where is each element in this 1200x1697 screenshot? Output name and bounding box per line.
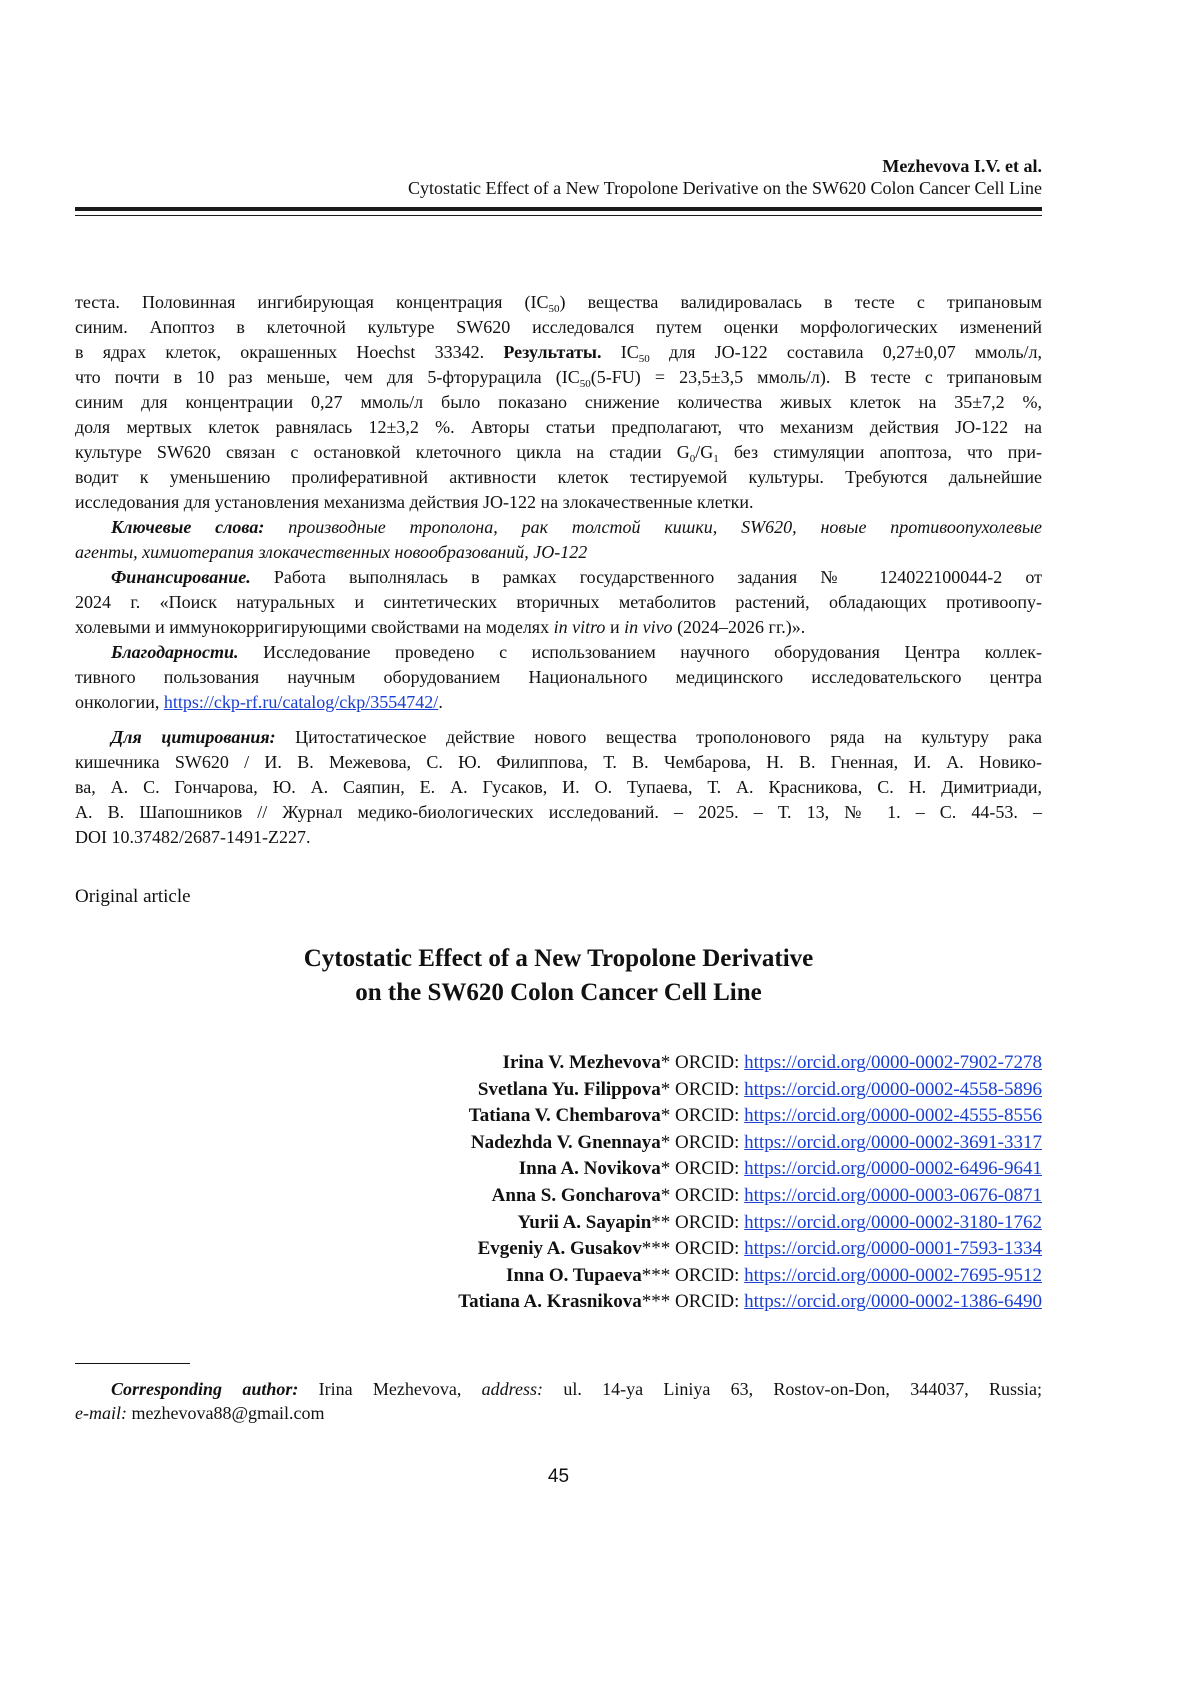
abstract-line: культуре SW620 связан с остановкой клеточного цикла на стадии $G_0/G_1$ без стимуляции апоптоза, что при- xyxy=(75,442,1042,465)
abstract-line: синим. Апоптоз в клеточной культуре SW620 исследовался путем оценки морфологических изменений xyxy=(75,317,1042,337)
orcid-link[interactable]: https://orcid.org/0000-0002-6496-9641 xyxy=(744,1158,1042,1180)
author-name: Yurii A. Sayapin xyxy=(517,1211,652,1233)
keywords: Ключевые слова: производные трополона, рак толстой кишки, SW620, новые противоопухолевые агенты, химиотерапия злокачественных новообразований, JO-122 xyxy=(75,517,1043,562)
header-rule-thin xyxy=(75,215,1042,216)
orcid-link[interactable]: https://orcid.org/0000-0001-7593-1334 xyxy=(744,1238,1042,1260)
abstract-line: водит к уменьшению пролиферативной активности клеток тестируемой культуры. Требуются дальнейшие xyxy=(75,467,1042,487)
author-name: Evgeniy A. Gusakov xyxy=(477,1238,642,1260)
ckp-link[interactable]: https://ckp-rf.ru/catalog/ckp/3554742/ xyxy=(163,692,439,712)
citation-label: Для цитирования: xyxy=(111,727,276,747)
article-type: Original article xyxy=(75,886,191,907)
acknowledgements-label: Благодарности. xyxy=(111,642,239,662)
author-row: Tatiana V. Chembarova* ORCID: https://orcid.org/0000-0002-4555-8556 xyxy=(468,1105,1042,1127)
page-number: 45 xyxy=(547,1466,570,1487)
acknowledgements: Благодарности. Исследование проведено с использованием научного оборудования Центра коллек- тивного пользования научным оборудованием Национального медицинского исследовательского центра онкологии, https://ckp-rf.ru/catalog/ckp/3554742/. xyxy=(75,642,1043,712)
results-label: Результаты. xyxy=(503,342,602,362)
author-name: Svetlana Yu. Filippova xyxy=(477,1078,661,1100)
orcid-link[interactable]: https://orcid.org/0000-0002-4555-8556 xyxy=(744,1105,1042,1127)
author-row: Yurii A. Sayapin** ORCID: https://orcid.org/0000-0002-3180-1762 xyxy=(517,1211,1042,1233)
author-name: Anna S. Goncharova xyxy=(491,1184,661,1206)
citation: Для цитирования: Цитостатическое действие нового вещества трополонового ряда на культуру рака кишечника SW620 / И. В. Межевова, С. Ю. Филиппова, Т. В. Чембарова, Н. В. Гненная, И. А. Новико- ва, А. С. Гончарова, Ю. А. Саяпин, Е. А. Гусаков, И. О. Тупаева, Т. А. Красникова, С. Н. Димитриади, А. В. Шапошников // Журнал медико-биологических исследований. – 2025. – Т. 13, № 1. – С. 44-53. – DOI 10.37482/2687-1491-Z227. xyxy=(75,727,1043,847)
author-row: Svetlana Yu. Filippova* ORCID: https://orcid.org/0000-0002-4558-5896 xyxy=(477,1078,1042,1100)
orcid-link[interactable]: https://orcid.org/0000-0002-3180-1762 xyxy=(744,1211,1042,1233)
author-row: Nadezhda V. Gnennaya* ORCID: https://orcid.org/0000-0002-3691-3317 xyxy=(470,1131,1042,1153)
orcid-link[interactable]: https://orcid.org/0000-0002-7695-9512 xyxy=(744,1264,1042,1286)
abstract-line: доля мертвых клеток равнялась 12±3,2 %. Авторы статьи предполагают, что механизм действия JO-122 на xyxy=(75,417,1042,437)
author-row: Irina V. Mezhevova* ORCID: https://orcid.org/0000-0002-7902-7278 xyxy=(502,1052,1042,1073)
funding-label: Финансирование. xyxy=(111,567,251,587)
abstract-line: теста. Половинная ингибирующая концентрация $(IC_{50})$ вещества валидировалась в тесте с трипановым xyxy=(75,292,1042,315)
running-header-title: Cytostatic Effect of a New Tropolone Derivative on the SW620 Colon Cancer Cell Line xyxy=(407,178,1042,198)
author-row: Inna O. Tupaeva*** ORCID: https://orcid.org/0000-0002-7695-9512 xyxy=(506,1264,1042,1286)
author-row: Inna A. Novikova* ORCID: https://orcid.org/0000-0002-6496-9641 xyxy=(518,1158,1042,1180)
article-title-en: Cytostatic Effect of a New Tropolone Derivative on the SW620 Colon Cancer Cell Line xyxy=(303,945,814,1006)
abstract-line: исследования для установления механизма действия JO-122 на злокачественные клетки. xyxy=(75,492,754,512)
footnote-rule xyxy=(75,1363,190,1364)
orcid-link[interactable]: https://orcid.org/0000-0002-7902-7278 xyxy=(744,1052,1042,1073)
author-row: Tatiana A. Krasnikova*** ORCID: https://orcid.org/0000-0002-1386-6490 xyxy=(458,1291,1042,1313)
author-name: Tatiana V. Chembarova xyxy=(468,1105,661,1127)
email: mezhevova88@gmail.com xyxy=(131,1403,325,1423)
corresponding-label: Corresponding author: xyxy=(111,1379,299,1399)
author-name: Nadezhda V. Gnennaya xyxy=(470,1131,661,1153)
abstract-line: в ядрах клеток, окрашенных Hoechst 33342. Результаты. $IC_{50}$ для JO-122 составила 0,27±0,07 ммоль/л, xyxy=(75,342,1043,365)
author-name: Irina V. Mezhevova xyxy=(502,1052,661,1073)
author-name: Tatiana A. Krasnikova xyxy=(458,1291,642,1313)
abstract-line: синим для концентрации 0,27 ммоль/л было показано снижение количества живых клеток на 35±7,2 %, xyxy=(75,392,1042,412)
abstract-line: что почти в 10 раз меньше, чем для 5-фторурацила ($IC_{50}(5-FU) = 23,5\pm 3,5$ ммоль/л). В тесте с трипановым xyxy=(75,367,1042,390)
author-name: Inna O. Tupaeva xyxy=(506,1264,642,1286)
author-list xyxy=(458,1050,1042,1316)
keywords-label: Ключевые слова: xyxy=(111,517,265,537)
header-rule-thick xyxy=(75,207,1042,211)
abstract-ru xyxy=(75,290,1042,515)
author-name: Inna A. Novikova xyxy=(518,1158,661,1180)
orcid-link[interactable]: https://orcid.org/0000-0002-1386-6490 xyxy=(744,1291,1042,1313)
author-row: Evgeniy A. Gusakov*** ORCID: https://orcid.org/0000-0001-7593-1334 xyxy=(477,1238,1042,1260)
orcid-link[interactable]: https://orcid.org/0000-0002-3691-3317 xyxy=(744,1131,1042,1153)
orcid-link[interactable]: https://orcid.org/0000-0003-0676-0871 xyxy=(744,1184,1042,1206)
running-header-author: Mezhevova I.V. et al. xyxy=(882,156,1042,176)
author-row: Anna S. Goncharova* ORCID: https://orcid.org/0000-0003-0676-0871 xyxy=(491,1184,1042,1206)
funding: Финансирование. Работа выполнялась в рамках государственного задания № 124022100044-2 от 2024 г. «Поиск натуральных и синтетических вторичных метаболитов растений, обладающих противоопу- холевыми и иммунокорригирующими свойствами на моделях in vitro и in vivo (2024–2026 гг.)». xyxy=(75,567,1042,637)
orcid-link[interactable]: https://orcid.org/0000-0002-4558-5896 xyxy=(744,1078,1042,1100)
corresponding-author-footnote: Corresponding author: Irina Mezhevova, address: ul. 14-ya Liniya 63, Rostov-on-Don, 344037, Russia; e-mail: mezhevova88@gmail.com xyxy=(75,1379,1043,1423)
